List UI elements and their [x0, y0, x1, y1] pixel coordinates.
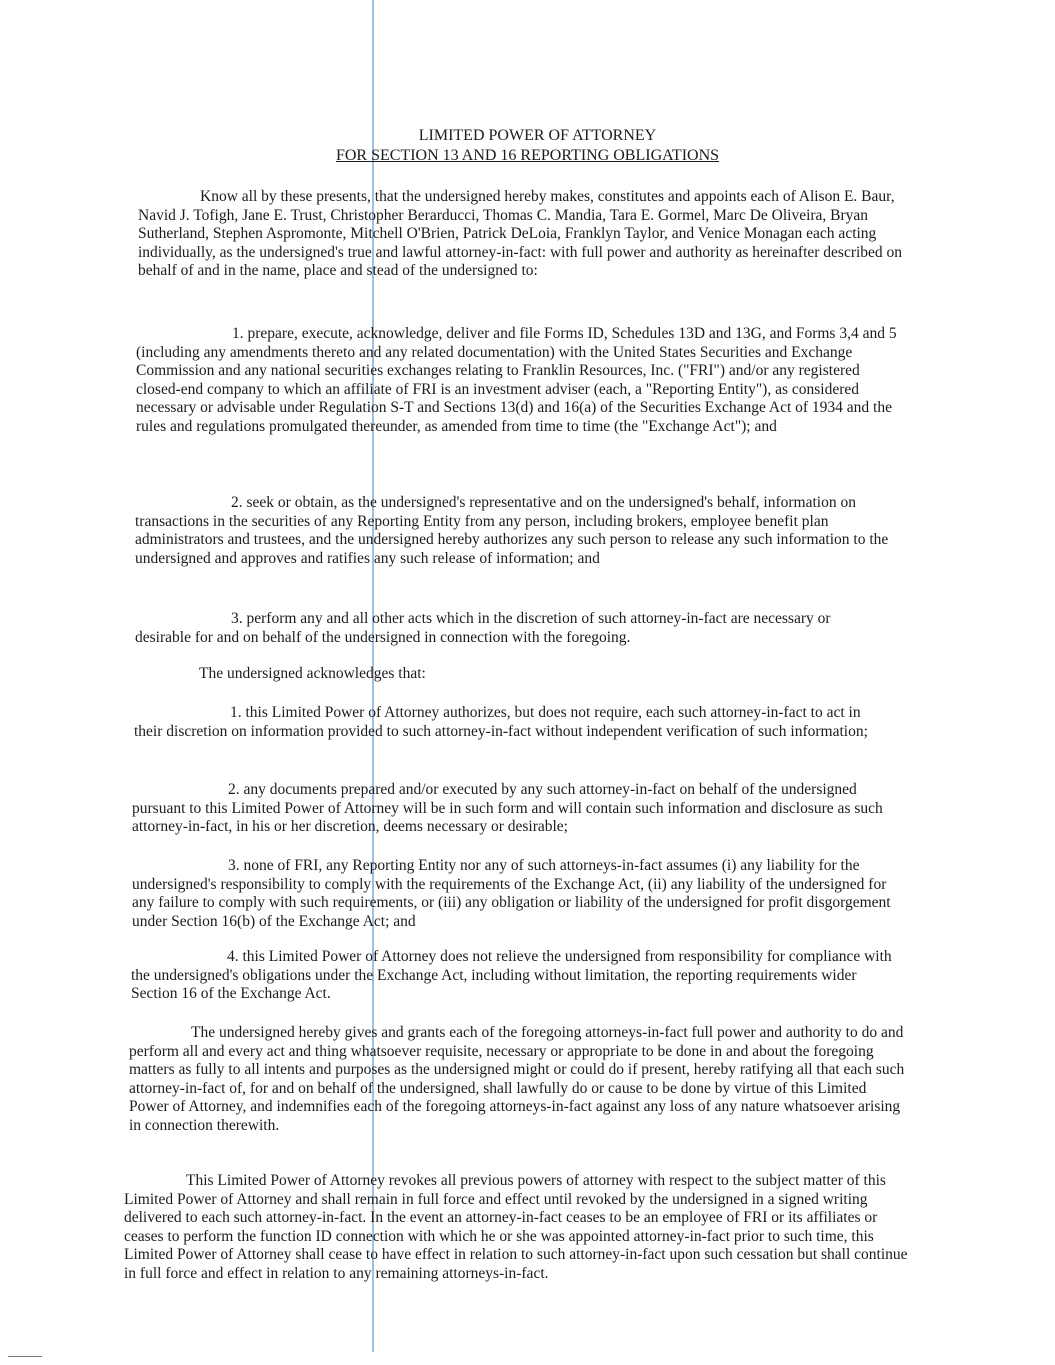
document-subtitle: FOR SECTION 13 AND 16 REPORTING OBLIGATIONS: [335, 147, 720, 164]
acknowledgement-item-2: 2. any documents prepared and/or executed by any such attorney-in-fact on behalf of the undersigned pursuant to this Limited Power of Attorney will be in such form and will contain such information and disclosure as such attorney-in-fact, in his or her discretion, deems necessary or desirable;: [132, 781, 883, 835]
grant-paragraph: The undersigned hereby gives and grants each of the foregoing attorneys-in-fact full power and authority to do and perform all and every act and thing whatsoever requisite, necessary or appropriate to be done in and about the foregoing matters as fully to all intents and purposes as the undersigned might or could do if present, hereby ratifying all that each such attorney-in-fact of, for and on behalf of the undersigned, shall lawfully do or cause to be done by virtue of this Limited Power of Attorney, and indemnifies each of the foregoing attorneys-in-fact against any loss of any nature whatsoever arising in connection therewith.: [129, 1024, 905, 1134]
acknowledges-heading: The undersigned acknowledges that:: [199, 665, 426, 682]
power-item-1: 1. prepare, execute, acknowledge, deliver and file Forms ID, Schedules 13D and 13G, and Forms 3,4 and 5 (including any amendments thereto and any related documentation) with the United States Securities and Exchange Commission and any national securities exchanges relating to Franklin Resources, Inc. ("FRI") and/or any registered closed-end company to which an affiliate of FRI is an investment adviser (each, a "Reporting Entity"), as considered necessary or advisable under Regulation S-T and Sections 13(d) and 16(a) of the Securities Exchange Act of 1934 and the rules and regulations promulgated thereunder, as amended from time to time (the "Exchange Act"); and: [136, 325, 897, 435]
intro-paragraph: Know all by these presents, that the undersigned hereby makes, constitutes and appoints each of Alison E. Baur, Navid J. Tofigh, Jane E. Trust, Christopher Berarducci, Thomas C. Mandia, Tara E. Gormel, Marc De Oliveira, Bryan Sutherland, Stephen Aspromonte, Mitchell O'Brien, Patrick DeLoia, Franklyn Taylor, and Venice Monagan each acting individually, as the undersigned's true and lawful attorney-in-fact: with full power and authority as hereinafter described on behalf of and in the name, place and stead of the undersigned to:: [138, 188, 903, 279]
scan-edge-mark: [8, 1356, 42, 1357]
acknowledgement-item-1: 1. this Limited Power of Attorney authorizes, but does not require, each such attorney-in-fact to act in their discretion on information provided to such attorney-in-fact without independent verification of such information;: [134, 704, 868, 740]
power-item-3: 3. perform any and all other acts which in the discretion of such attorney-in-fact are necessary or desirable for and on behalf of the undersigned in connection with the foregoing.: [135, 610, 831, 646]
document-title-block: [0, 126, 1055, 166]
acknowledgement-item-3: 3. none of FRI, any Reporting Entity nor any of such attorneys-in-fact assumes (i) any liability for the undersigned's responsibility to comply with the requirements of the Exchange Act, (ii) any liability of the undersigned for any failure to comply with such requirements, or (iii) any obligation or liability of the undersigned for profit disgorgement under Section 16(b) of the Exchange Act; and: [132, 857, 891, 930]
power-item-2: 2. seek or obtain, as the undersigned's representative and on the undersigned's behalf, information on transactions in the securities of any Reporting Entity from any person, including brokers, employee benefit plan administrators and trustees, and the undersigned hereby authorizes any such person to release any such information to the undersigned and approves and ratifies any such release of information; and: [135, 494, 889, 567]
document-title: LIMITED POWER OF ATTORNEY: [418, 127, 657, 144]
revocation-paragraph: This Limited Power of Attorney revokes all previous powers of attorney with respect to the subject matter of this Limited Power of Attorney and shall remain in full force and effect until revoked by the undersigned in a signed writing delivered to each such attorney-in-fact. In the event an attorney-in-fact ceases to be an employee of FRI or its affiliates or ceases to perform the function ID connection with which he or she was appointed attorney-in-fact prior to such time, this Limited Power of Attorney shall cease to have effect in relation to such attorney-in-fact upon such cessation but shall continue in full force and effect in relation to any remaining attorneys-in-fact.: [124, 1172, 908, 1282]
acknowledgement-item-4: 4. this Limited Power of Attorney does not relieve the undersigned from responsibility for compliance with the undersigned's obligations under the Exchange Act, including without limitation, the reporting requirements wider Section 16 of the Exchange Act.: [131, 948, 892, 1002]
